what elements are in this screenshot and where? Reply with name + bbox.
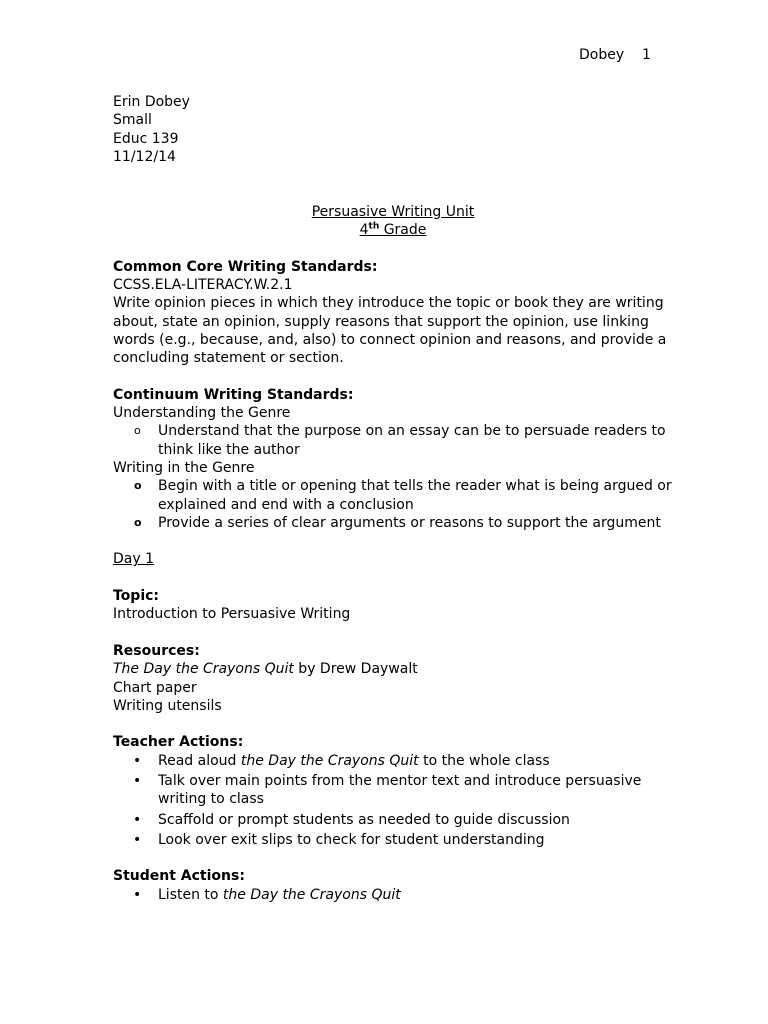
list-item: • Look over exit slips to check for student understanding [133, 831, 545, 848]
resource-book: The Day the Crayons Quit by Drew Daywalt [113, 661, 418, 678]
resources-heading: Resources: [113, 642, 200, 659]
bullet-icon: • [133, 752, 142, 769]
document-title [113, 203, 673, 240]
topic-heading: Topic: [113, 588, 160, 605]
bullet-icon: • [133, 811, 142, 828]
document-body [113, 93, 673, 904]
student-actions-heading: Student Actions: [113, 868, 245, 885]
circle-bullet-icon: o [134, 424, 141, 438]
list-item: o Provide a series of clear arguments or reasons to support the argument [134, 514, 661, 531]
resource-item: Chart paper [113, 679, 197, 696]
continuum-group-label: Writing in the Genre [113, 459, 255, 476]
list-item: • Talk over main points from the mentor text and introduce persuasive writing to class [133, 772, 642, 808]
circle-bullet-icon: o [134, 515, 142, 529]
list-item: o Understand that the purpose on an essay can be to persuade readers to think like the author [134, 423, 666, 458]
continuum-list [113, 477, 673, 532]
teacher-actions-heading: Teacher Actions: [113, 734, 244, 751]
teacher-actions-section [113, 733, 673, 849]
list-item: • Scaffold or prompt students as needed to guide discussion [133, 811, 570, 828]
grade-line: 4th Grade [359, 221, 427, 239]
common-core-text: Write opinion pieces in which they introduce the topic or book they are writing about, state an opinion, supply reasons that support the opinion, use linking words (e.g., because, and, also) to connect opinion and reasons, and provide a concluding statement or section. [113, 295, 667, 367]
resource-item: Writing utensils [113, 697, 222, 714]
page-header [579, 46, 651, 64]
list-item: o Begin with a title or opening that tells the reader what is being argued or explained and end with a conclusion [134, 478, 672, 513]
page-number: 1 [641, 47, 651, 63]
list-item: • Read aloud the Day the Crayons Quit to the whole class [133, 752, 550, 769]
topic-text: Introduction to Persuasive Writing [113, 606, 351, 623]
header-name: Dobey [579, 47, 625, 63]
common-core-heading: Common Core Writing Standards: [113, 258, 378, 275]
circle-bullet-icon: o [134, 479, 142, 493]
continuum-section [113, 386, 673, 532]
continuum-heading: Continuum Writing Standards: [113, 386, 354, 403]
teacher-name: Small [113, 112, 152, 129]
list-item: • Listen to the Day the Crayons Quit [133, 886, 401, 903]
resources-section [113, 642, 673, 715]
continuum-group-label: Understanding the Genre [113, 405, 291, 422]
common-core-section [113, 258, 673, 368]
student-actions-section [113, 867, 673, 904]
title-line: Persuasive Writing Unit [311, 203, 475, 220]
student-actions-list [113, 886, 673, 904]
document-date: 11/12/14 [113, 148, 176, 165]
day-label: Day 1 [113, 551, 155, 568]
teacher-actions-list [113, 752, 673, 849]
continuum-list [113, 422, 673, 459]
bullet-icon: • [133, 886, 142, 903]
course-name: Educ 139 [113, 130, 179, 147]
bullet-icon: • [133, 772, 142, 789]
author-name: Erin Dobey [113, 94, 190, 110]
topic-section [113, 587, 673, 624]
common-core-code: CCSS.ELA-LITERACY.W.2.1 [113, 276, 293, 293]
bullet-icon: • [133, 831, 142, 848]
author-block [113, 93, 673, 166]
